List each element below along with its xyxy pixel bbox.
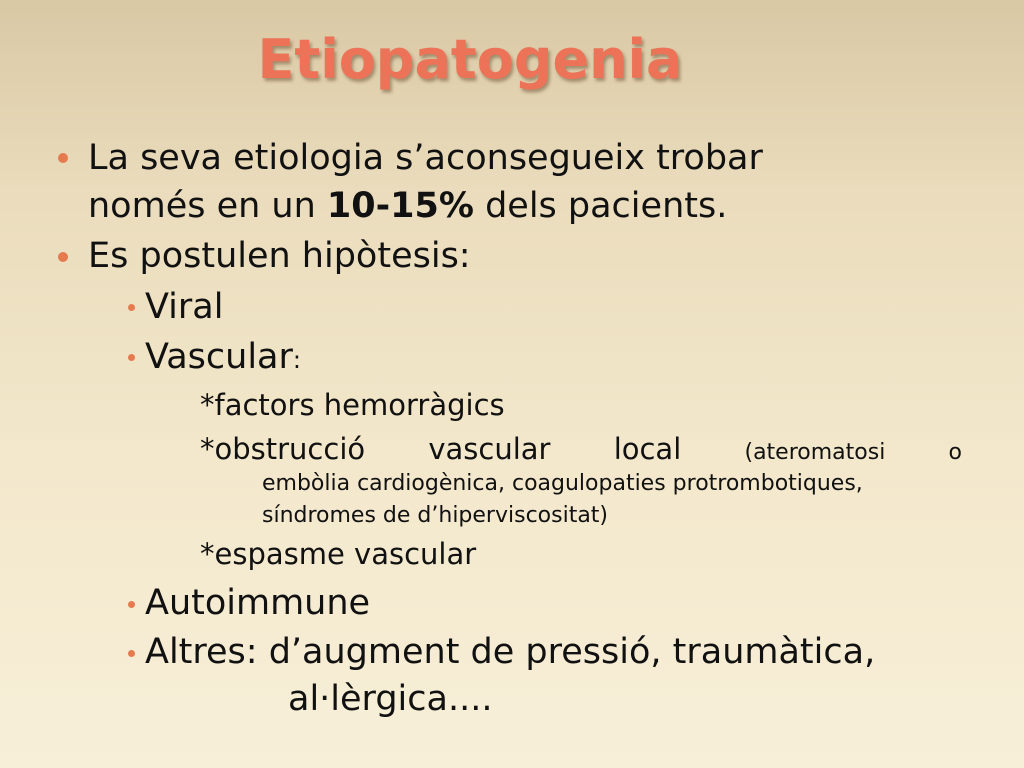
sub-bullet-autoimmune: Autoimmune — [145, 583, 371, 623]
sub-bullet-dot-icon — [128, 354, 135, 361]
sub-bullet-dot-icon — [128, 304, 135, 311]
sub-bullet-altres: Altres: d’augment de pressió, traumàtica, — [145, 632, 876, 672]
sub-bullet-altres-line2: al·lèrgica.... — [288, 679, 493, 719]
bullet-dot-icon — [58, 153, 68, 163]
vascular-item-obstruccio — [200, 429, 962, 473]
slide-title: Etiopatogenia — [257, 28, 683, 91]
obstruccio-word-2: vascular — [428, 432, 551, 466]
bullet-dot-icon — [58, 252, 68, 262]
bullet-etiologia-percentage: 10-15% — [326, 186, 474, 226]
obstruccio-paren-2: o — [948, 440, 962, 465]
sub-bullet-dot-icon — [128, 601, 135, 608]
obstruccio-word-3: local — [613, 432, 682, 466]
bullet-etiologia-line2-pre: només en un — [88, 186, 327, 226]
bullet-etiologia-line2-post: dels pacients. — [473, 186, 728, 226]
sub-bullet-dot-icon — [128, 650, 135, 657]
vascular-item-hemorragics: *factors hemorràgics — [200, 388, 505, 422]
obstruccio-paren-1: (ateromatosi — [744, 440, 886, 465]
obstruccio-detail-line2: embòlia cardiogènica, coagulopaties protrombotiques, — [262, 471, 863, 496]
bullet-etiologia-line1: La seva etiologia s’aconsegueix trobar — [88, 138, 763, 178]
sub-bullet-vascular — [145, 333, 301, 384]
bullet-hipotesis: Es postulen hipòtesis: — [88, 236, 471, 276]
sub-bullet-vascular-colon: : — [292, 346, 301, 374]
sub-bullet-viral: Viral — [145, 287, 224, 327]
obstruccio-detail-line3: síndromes de d’hiperviscositat) — [262, 503, 609, 528]
obstruccio-word-1: *obstrucció — [200, 432, 366, 466]
vascular-item-espasme: *espasme vascular — [200, 537, 477, 571]
bullet-etiologia — [88, 134, 908, 230]
sub-bullet-vascular-label: Vascular — [145, 337, 293, 377]
